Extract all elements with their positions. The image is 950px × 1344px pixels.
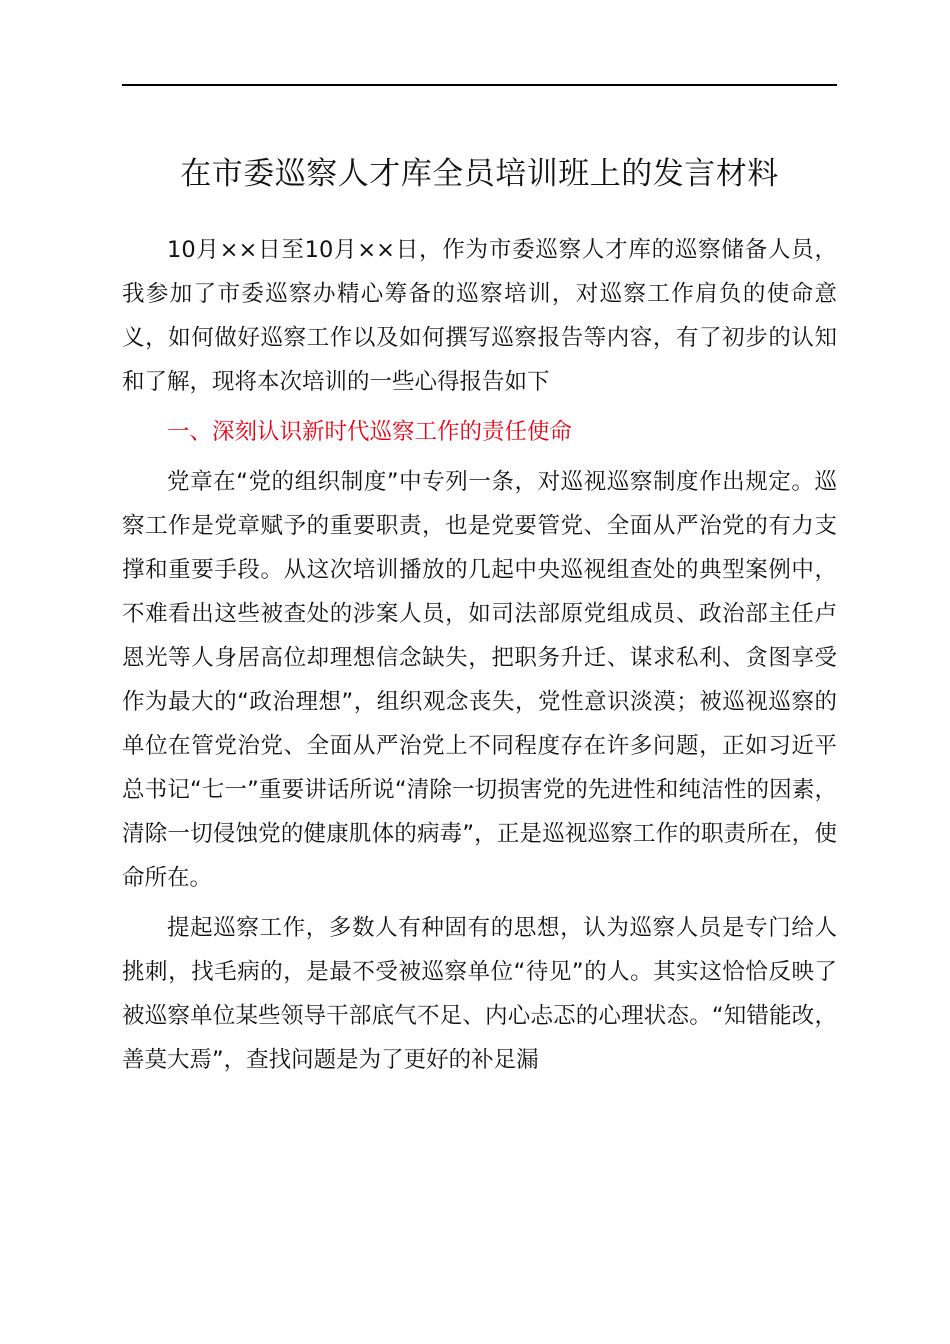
header-rule <box>122 84 837 86</box>
intro-paragraph: 10月××日至10月××日，作为市委巡察人才库的巡察储备人员，我参加了市委巡察办精心筹备的巡察培训，对巡察工作肩负的使命意义，如何做好巡察工作以及如何撰写巡察报告等内容，有了初步的认知和了解，现将本次培训的一些心得报告如下 <box>122 237 837 395</box>
section-heading-1: 一、深刻认识新时代巡察工作的责任使命 <box>167 419 573 445</box>
body-paragraph-2: 提起巡察工作，多数人有种固有的思想，认为巡察人员是专门给人挑刺，找毛病的，是最不受被巡察单位“待见”的人。其实这恰恰反映了被巡察单位某些领导干部底气不足、内心忐忑的心理状态。“知错能改，善莫大焉”，查找问题是为了更好的补足漏 <box>122 915 837 1073</box>
body-paragraph-1: 党章在“党的组织制度”中专列一条，对巡视巡察制度作出规定。巡察工作是党章赋予的重要职责，也是党要管党、全面从严治党的有力支撑和重要手段。从这次培训播放的几起中央巡视组查处的典型案例中，不难看出这些被查处的涉案人员，如司法部原党组成员、政治部主任卢恩光等人身居高位却理想信念缺失，把职务升迁、谋求私利、贪图享受作为最大的“政治理想”，组织观念丧失，党性意识淡漠；被巡视巡察的单位在管党治党、全面从严治党上不同程度存在许多问题，正如习近平总书记“七一”重要讲话所说“清除一切损害党的先进性和纯洁性的因素，清除一切侵蚀党的健康肌体的病毒”，正是巡视巡察工作的职责所在，使命所在。 <box>122 469 837 891</box>
document-title: 在市委巡察人才库全员培训班上的发言材料 <box>180 156 779 192</box>
document-body <box>122 228 837 1088</box>
